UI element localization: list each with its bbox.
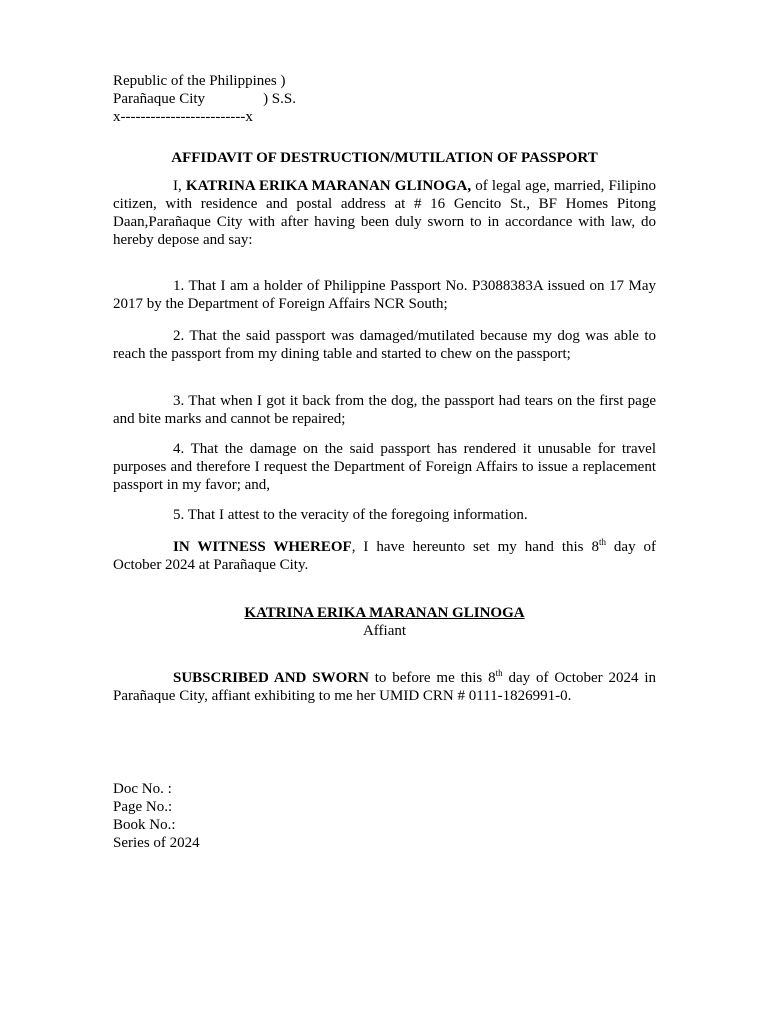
signatory-name: KATRINA ERIKA MARANAN GLINOGA <box>244 605 525 621</box>
witness-text-2: day of October 2024 at Parañaque City. <box>113 539 657 573</box>
signatory-role: Affiant <box>362 623 407 639</box>
witness-text-1: , I have hereunto set my hand this 8 <box>351 539 599 555</box>
jurat-paragraph <box>113 669 656 705</box>
signature-block <box>113 604 656 640</box>
jurat-bold: SUBSCRIBED AND SWORN <box>173 670 369 686</box>
item-5: 5. That I attest to the veracity of the foregoing information. <box>173 507 528 523</box>
page-no: Page No.: <box>113 799 173 815</box>
item-4: 4. That the damage on the said passport has rendered it unusable for travel purposes and therefore I request the Department of Foreign Affairs to issue a replacement passport in my favor; and, <box>113 441 656 493</box>
intro-text: of legal age, married, Filipino citizen, with residence and postal address at # 16 Gencito St., BF Homes Pitong Daan,Parañaque City with after having been duly sworn to in accordance with law, do hereby depose and say: <box>113 178 656 248</box>
witness-sup: th <box>598 537 606 547</box>
affiant-name-inline: KATRINA ERIKA MARANAN GLINOGA, <box>185 178 472 194</box>
venue-city-line <box>113 90 656 108</box>
venue-ss: ) S.S. <box>263 91 296 107</box>
jurat-sup: th <box>495 668 503 678</box>
venue-divider: x-------------------------x <box>113 109 253 125</box>
intro-prefix: I, <box>173 178 186 194</box>
item-1: 1. That I am a holder of Philippine Passport No. P3088383A issued on 17 May 2017 by the Department of Foreign Affairs NCR South; <box>113 278 656 312</box>
venue-city: Parañaque City <box>113 91 206 107</box>
jurat-text-2: day of October 2024 in Parañaque City, affiant exhibiting to me her UMID CRN # 0111-1826991-0. <box>113 670 656 704</box>
item-3: 3. That when I got it back from the dog, the passport had tears on the first page and bite marks and cannot be repaired; <box>113 393 656 427</box>
doc-no: Doc No. : <box>113 781 172 797</box>
book-no: Book No.: <box>113 817 176 833</box>
witness-paragraph <box>113 538 656 574</box>
venue-block <box>113 72 656 126</box>
document-title: AFFIDAVIT OF DESTRUCTION/MUTILATION OF PASSPORT <box>171 150 598 166</box>
intro-paragraph <box>113 177 656 249</box>
item-2: 2. That the said passport was damaged/mutilated because my dog was able to reach the passport from my dining table and started to chew on the passport; <box>113 328 656 362</box>
witness-bold: IN WITNESS WHEREOF <box>173 539 352 555</box>
venue-republic: Republic of the Philippines ) <box>113 73 286 89</box>
jurat-text-1: to before me this 8 <box>368 670 496 686</box>
notarial-register <box>113 780 200 852</box>
series: Series of 2024 <box>113 835 200 851</box>
